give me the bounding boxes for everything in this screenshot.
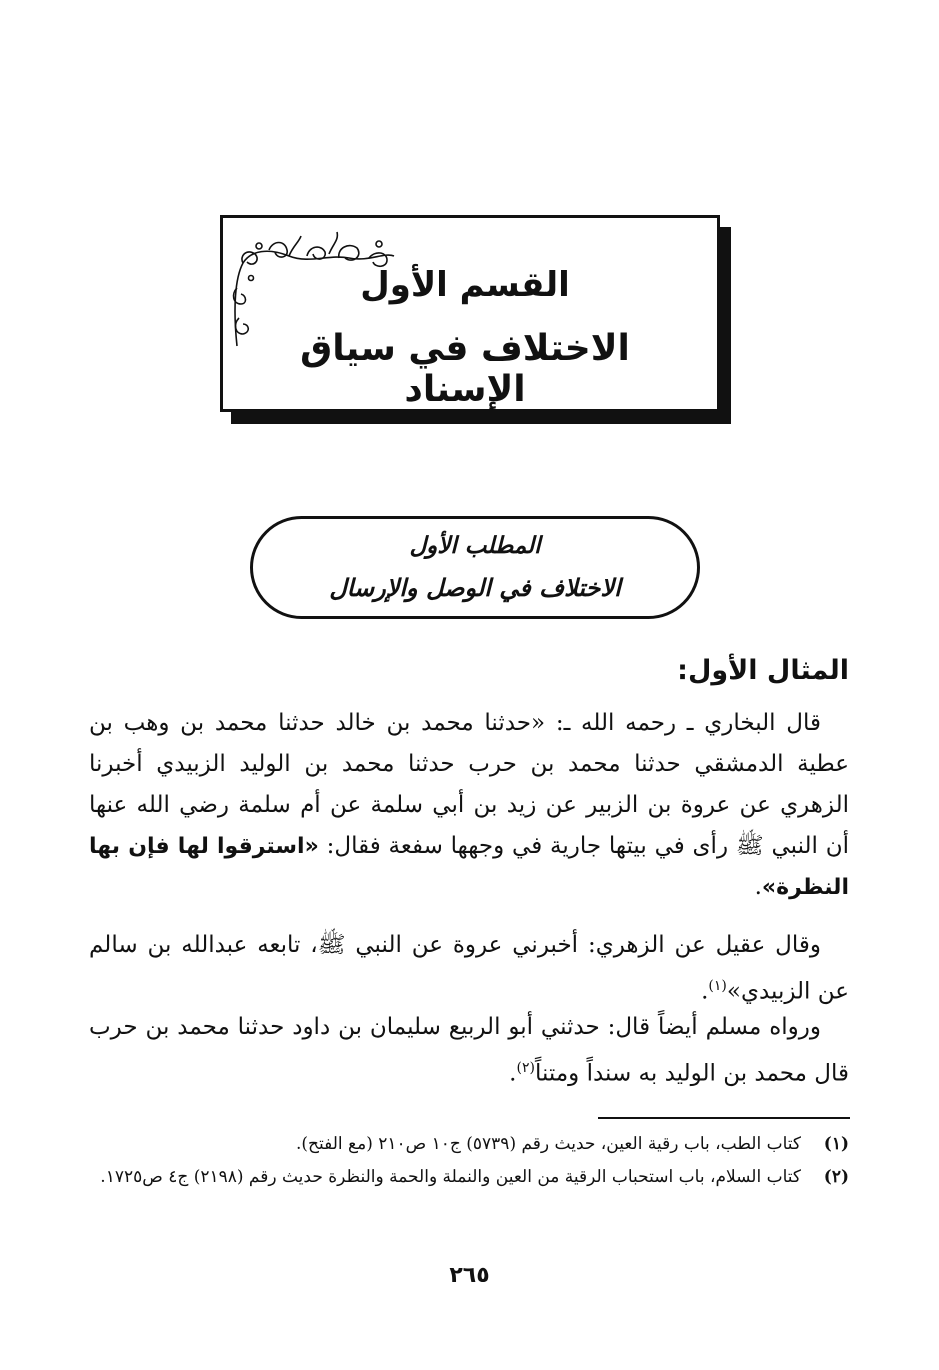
footnotes <box>89 1130 849 1196</box>
footnote-ref-2: (٢) <box>516 1060 535 1076</box>
part-subtitle: الاختلاف في سياق الإسناد <box>300 328 630 410</box>
example-heading: المثال الأول: <box>677 655 849 686</box>
footnote-ref-1: (١) <box>708 978 727 994</box>
footnote-text: كتاب الطب، باب رقية العين، حديث رقم (٥٧٣٩) ج١٠ ص٢١٠ (مع الفتح). <box>296 1134 801 1154</box>
paragraph-2-text: وقال عقيل عن الزهري: أخبرني عروة عن النبي ﷺ، تابعه عبدالله بن سالم عن الزبيدي» <box>89 932 849 1005</box>
footnote-text: كتاب السلام، باب استحباب الرقية من العين والنملة والحمة والنظرة حديث رقم (٢١٩٨) ج٤ ص١٧٢٥. <box>100 1167 801 1187</box>
paragraph-1 <box>89 703 849 908</box>
section-subtitle: الاختلاف في الوصل والإرسال <box>329 574 621 602</box>
paragraph-1-text: قال البخاري ـ رحمه الله ـ: «حدثنا محمد بن خالد حدثنا محمد بن وهب بن عطية الدمشقي حدثنا محمد بن حرب حدثنا محمد بن الوليد الزبيدي أخبرنا الزهري عن عروة بن الزبير عن زيد بن أبي سلمة عن أم سلمة رضي الله عنها أن النبي ﷺ رأى في بيتها جارية في وجهها سفعة فقال: <box>89 710 849 859</box>
page-number: ٢٦٥ <box>449 1263 490 1288</box>
paragraph-2-end: . <box>701 978 709 1005</box>
part-title: القسم الأول <box>360 265 570 305</box>
paragraph-2 <box>89 925 849 1013</box>
footnote-divider <box>598 1117 850 1119</box>
paragraph-3-end: . <box>509 1060 517 1087</box>
hadith-quote: «استرقوا لها فإن بها النظرة» <box>89 834 849 900</box>
paragraph-1-end: . <box>754 874 762 900</box>
paragraph-3-text: ورواه مسلم أيضاً قال: حدثني أبو الربيع سليمان بن داود حدثنا محمد بن حرب قال محمد بن الوليد به سنداً ومتناً <box>89 1014 849 1087</box>
section-box <box>250 516 700 619</box>
paragraph-3 <box>89 1007 849 1095</box>
footnote-2 <box>89 1163 849 1192</box>
title-box <box>220 215 720 412</box>
footnote-1 <box>89 1130 849 1159</box>
section-title: المطلب الأول <box>409 533 541 559</box>
footnote-number: (٢) <box>823 1167 849 1187</box>
footnote-number: (١) <box>823 1134 849 1154</box>
